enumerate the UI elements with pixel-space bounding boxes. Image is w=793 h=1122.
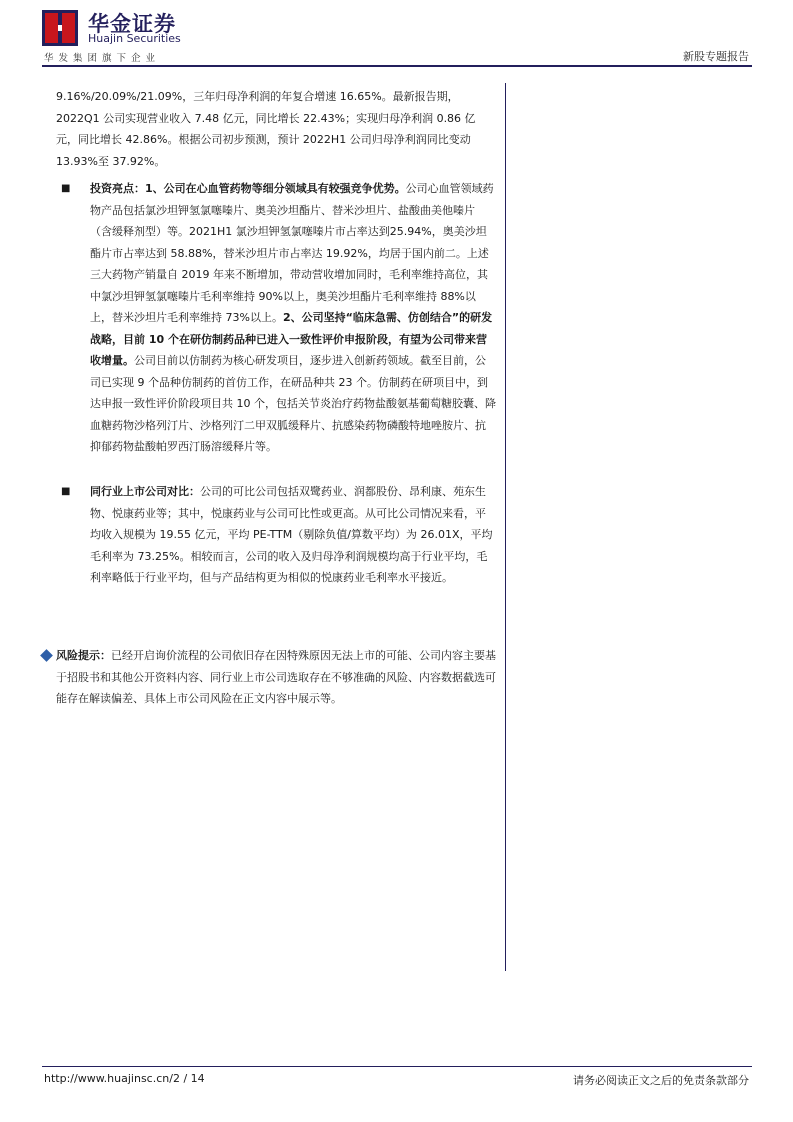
footer-url-page[interactable]: http://www.huajinsc.cn/2 / 14 xyxy=(44,1072,205,1085)
column-divider xyxy=(505,83,506,971)
bullet-marker: ■ xyxy=(61,486,71,497)
document-type-label: 新股专题报告 xyxy=(683,50,749,63)
peer-text: 公司的可比公司包括双鹭药业、润都股份、昂利康、苑东生物、悦康药业等；其中，悦康药业与公司可比性或更高。从可比公司情况来看，平均收入规模为 19.55 亿元，平均 PE-TTM（剔除负值/算数平均）为 26.01X，平均毛利率为 73.25%。相较而言，公司的收入及归母净利润规模均高于行业平均，毛利率略低于行业平均，但与产品结构更为相似的悦康药业毛利率水平接近。 xyxy=(90,485,493,584)
risk-warning-paragraph xyxy=(56,645,500,710)
peer-comparison-paragraph xyxy=(90,481,496,589)
investment-highlights-paragraph xyxy=(90,178,496,458)
brand-name-cn: 华金证券 xyxy=(88,12,176,36)
bullet-marker: ■ xyxy=(61,183,71,194)
brand-name-en: Huajin Securities xyxy=(88,32,181,45)
risk-text: 已经开启询价流程的公司依旧存在因特殊原因无法上市的可能、公司内容主要基于招股书和其他公开资料内容、同行业上市公司选取存在不够准确的风险、内容数据截选可能存在解读偏差、具体上市公司风险在正文内容中展示等。 xyxy=(56,649,496,705)
intro-paragraph: 9.16%/20.09%/21.09%，三年归母净利润的年复合增速 16.65%。最新报告期，2022Q1 公司实现营业收入 7.48 亿元，同比增长 22.43%；实现归母净利润 0.86 亿元，同比增长 42.86%。根据公司初步预测，预计 2022H1 公司归母净利润同比变动 13.93%至 37.92%。 xyxy=(56,90,476,168)
huajin-logo-icon xyxy=(42,10,78,46)
highlight-text-a: 公司心血管领域药物产品包括氯沙坦钾氢氯噻嗪片、奥美沙坦酯片、替米沙坦片、盐酸曲美他嗪片（含缓释剂型）等。2021H1 氯沙坦钾氢氯噻嗪片市占率达到25.94%，奥美沙坦酯片市占率达到 58.88%，替米沙坦片市占率达 19.92%，均居于国内前二。上述三大药物产销量自 2019 年来不断增加，带动营收增加同时，毛利率维持高位，其中氯沙坦钾氢氯噻嗪片毛利率维持 90%以上，奥美沙坦酯片毛利率维持 88%以上，替米沙坦片毛利率维持 73%以上。 xyxy=(90,182,494,324)
highlight-text-b: 公司目前以仿制药为核心研发项目，逐步进入创新药领域。截至目前，公司已实现 9 个品种仿制药的首仿工作，在研品种共 23 个。仿制药在研项目中，到达申报一致性评价阶段项目共 10 个，包括关节炎治疗药物盐酸氨基葡萄糖胶囊、降血糖药物沙格列汀片、沙格列汀二甲双胍缓释片、抗感染药物磷酸特地唑胺片、抗抑郁药物盐酸帕罗西汀肠溶缓释片等。 xyxy=(90,354,496,453)
header-divider xyxy=(42,65,752,67)
diamond-icon xyxy=(40,649,53,662)
footer-disclaimer: 请务必阅读正文之后的免责条款部分 xyxy=(573,1074,749,1087)
brand-subtitle: 华发集团旗下企业 xyxy=(44,53,161,64)
highlight-heading-2: 2、公司坚持“临床急需、仿创结合”的研发战略，目前 10 个在研仿制药品种已进入一致性评价申报阶段，有望为公司带来营收增量。 xyxy=(90,311,493,367)
highlight-heading: 投资亮点：1、公司在心血管药物等细分领域具有较强竞争优势。 xyxy=(90,182,406,195)
risk-heading: 风险提示： xyxy=(56,649,111,662)
peer-heading: 同行业上市公司对比： xyxy=(90,485,200,498)
footer-divider xyxy=(42,1066,752,1067)
